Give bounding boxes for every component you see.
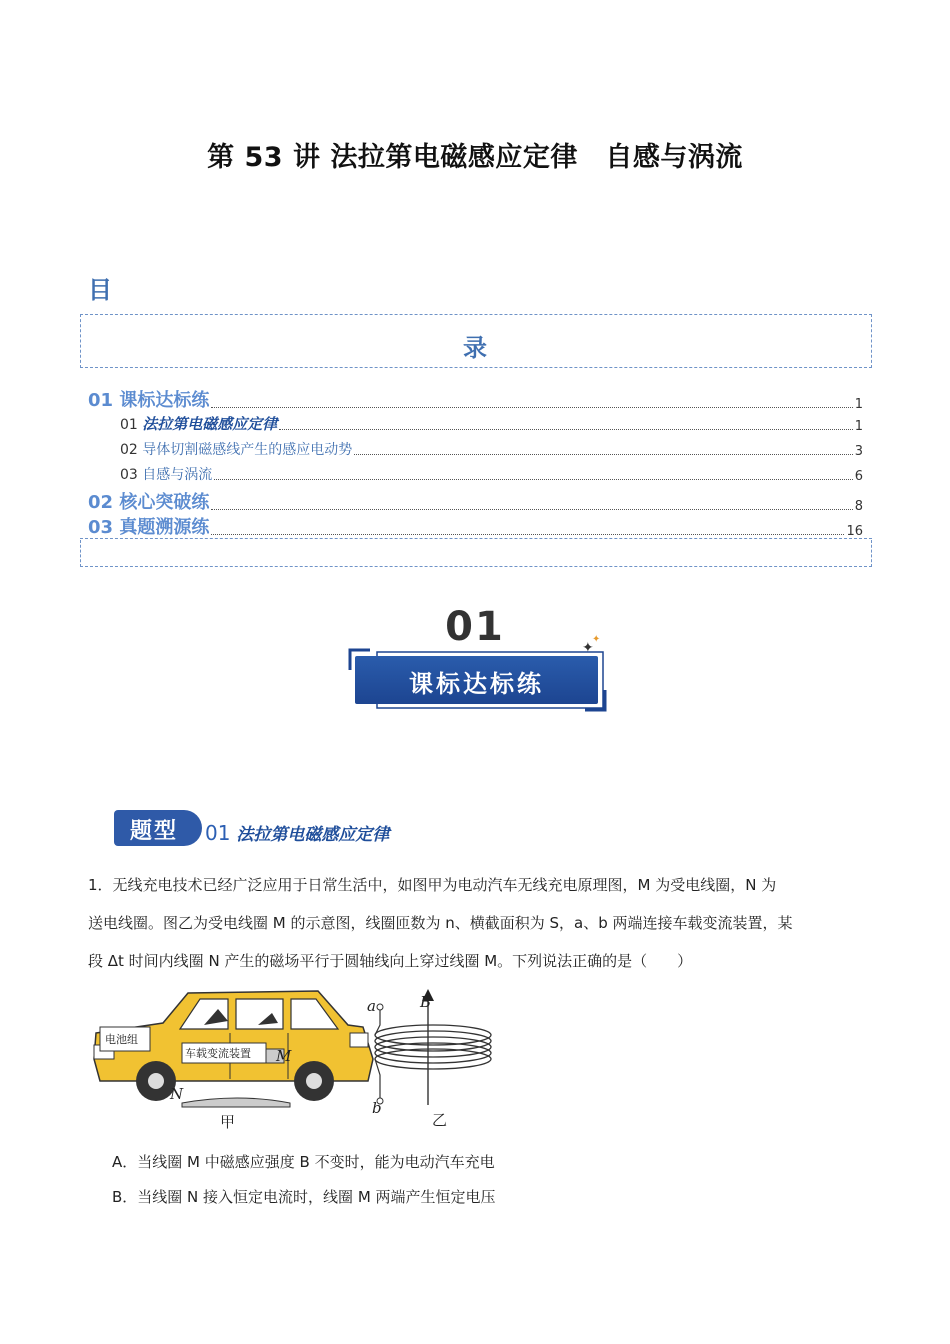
toc-entry[interactable]: 02 核心突破练 8 [88,492,863,514]
caption-yi: 乙 [432,1111,448,1129]
svg-text:✦: ✦ [592,634,601,645]
question-type-badge-label: 题型 [129,818,178,844]
toc-entry[interactable]: 03 真题溯源练 16 [88,517,863,539]
toc-footer-frame-top [80,538,872,539]
coil-diagram [375,989,491,1105]
page-title: 第 53 讲 法拉第电磁感应定律 自感与涡流 [207,142,743,173]
toc-entry[interactable]: 03 自感与涡流 6 [120,467,863,484]
toc-entry[interactable]: 01 法拉第电磁感应定律 1 [120,415,863,434]
terminal-b-label: b [372,1099,382,1117]
toc-entry[interactable]: 01 课标达标练 1 [88,390,863,412]
option-b[interactable]: B．当线圈 N 接入恒定电流时，线圈 M 两端产生恒定电压 [112,1188,496,1206]
caption-jia: 甲 [220,1113,236,1131]
toc-entry[interactable]: 02 导体切割磁感线产生的感应电动势 3 [120,442,863,459]
field-b-label: B [420,993,432,1011]
question-line-2: 送电线圈。图乙为受电线圈 M 的示意图，线圈匝数为 n、横截面积为 S，a、b 两端连接车载变流装置，某 [88,914,793,932]
question-type-title: 01 法拉第电磁感应定律 [205,821,390,845]
coil-n-label: N [170,1085,184,1103]
section-number: 01 [445,604,505,650]
question-line-1: 1．无线充电技术已经广泛应用于日常生活中，如图甲为电动汽车无线充电原理图，M 为受电线圈，N 为 [88,876,777,894]
toc-heading-mu: 目 [88,276,112,304]
toc-heading-lu: 录 [463,334,487,362]
question-line-3: 段 Δt 时间内线圈 N 产生的磁场平行于圆轴线向上穿过线圈 M。下列说法正确的是（ ） [88,952,693,970]
toc-footer-frame [80,540,872,567]
figure-wireless-charging [88,985,508,1135]
converter-label: 车载变流装置 [185,1047,251,1060]
section-name: 课标达标练 [409,670,544,698]
battery-label: 电池组 [105,1033,138,1046]
option-a[interactable]: A．当线圈 M 中磁感应强度 B 不变时，能为电动汽车充电 [112,1153,495,1171]
terminal-a-label: a [367,997,376,1015]
svg-text:✦: ✦ [582,640,594,656]
coil-m-label: M [276,1047,292,1065]
